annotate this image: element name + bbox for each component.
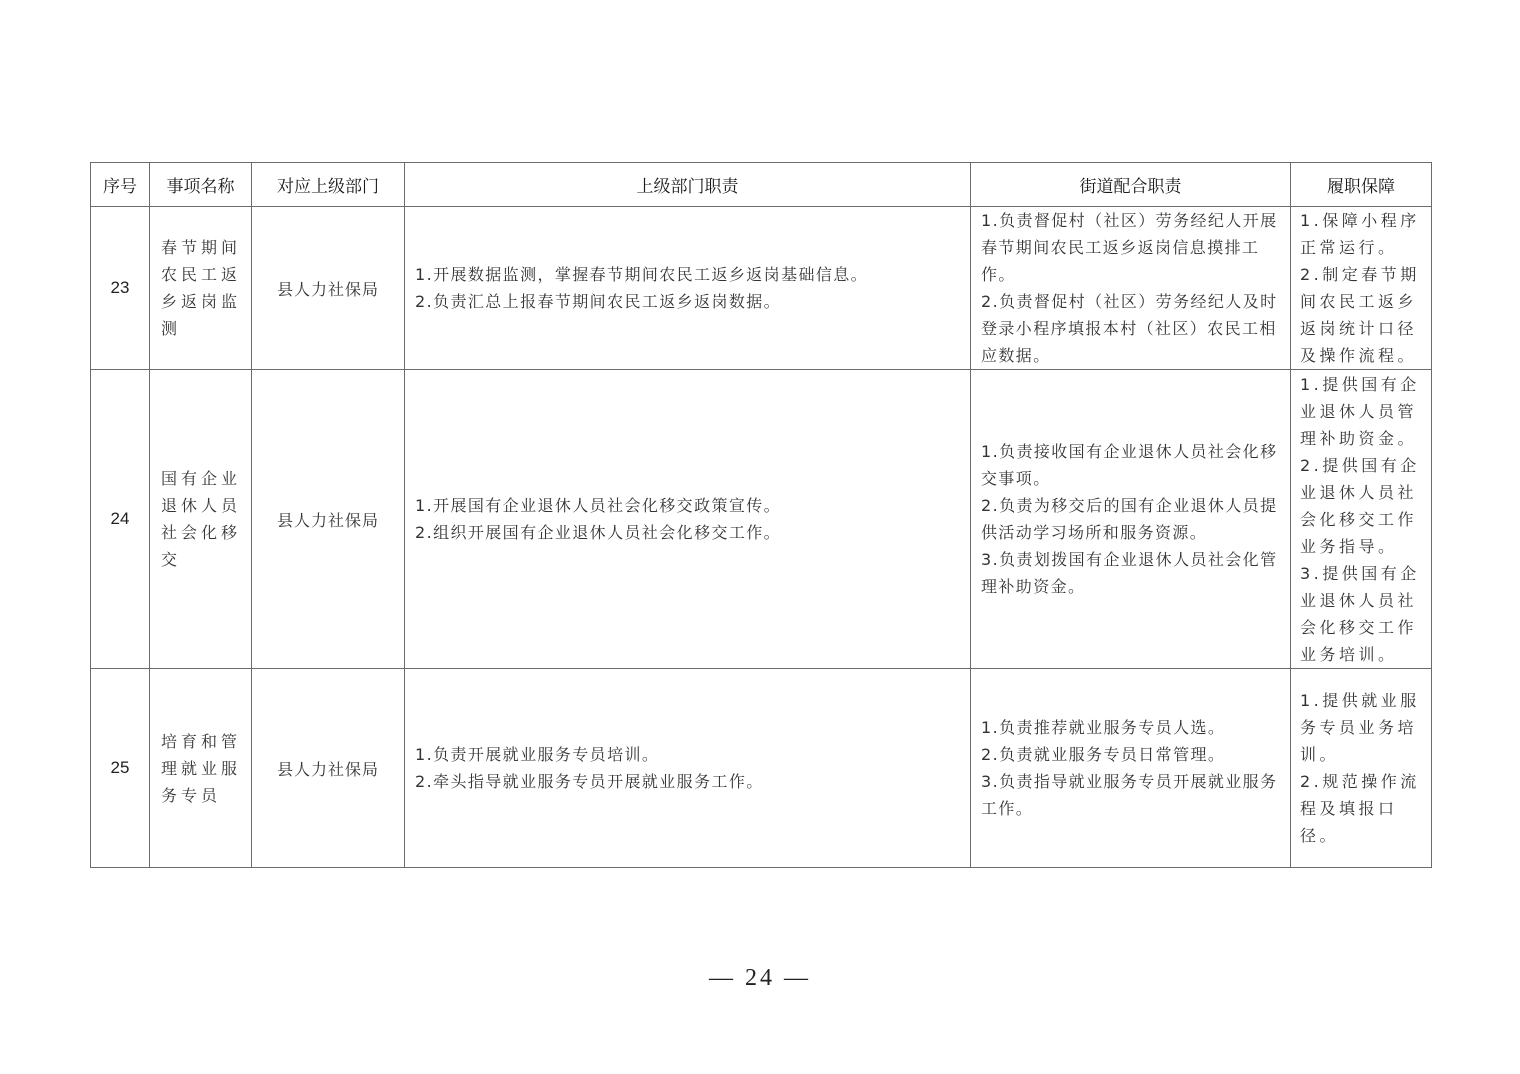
table-row xyxy=(91,370,1432,669)
street-duty-item: 3.负责指导就业服务专员开展就业服务工作。 xyxy=(981,772,1278,818)
upper-duties xyxy=(405,207,971,370)
row-number: 23 xyxy=(91,207,150,370)
table-row xyxy=(91,207,1432,370)
row-number: 24 xyxy=(91,370,150,669)
street-duties xyxy=(971,207,1291,370)
upper-duty-item: 1.开展数据监测，掌握春节期间农民工返乡返岗基础信息。 xyxy=(415,265,869,284)
upper-duty-item: 2.牵头指导就业服务专员开展就业服务工作。 xyxy=(415,772,764,791)
row-number: 25 xyxy=(91,669,150,868)
upper-duty-item: 2.组织开展国有企业退休人员社会化移交工作。 xyxy=(415,523,782,542)
upper-duty-item: 2.负责汇总上报春节期间农民工返乡返岗数据。 xyxy=(415,292,782,311)
guarantee-item: 3.提供国有企业退休人员社会化移交工作业务培训。 xyxy=(1300,563,1420,664)
header-name: 事项名称 xyxy=(150,163,252,207)
guarantees xyxy=(1291,669,1432,868)
department: 县人力社保局 xyxy=(252,207,405,370)
item-name: 国有企业退休人员社会化移交 xyxy=(150,370,252,669)
street-duties xyxy=(971,370,1291,669)
header-upper-duty: 上级部门职责 xyxy=(405,163,971,207)
guarantee-item: 1.提供就业服务专员业务培训。 xyxy=(1300,691,1420,764)
guarantees xyxy=(1291,207,1432,370)
guarantee-item: 2.规范操作流程及填报口径。 xyxy=(1300,772,1420,845)
page-number: — 24 — xyxy=(709,965,811,991)
table-body xyxy=(91,207,1432,868)
duty-table xyxy=(90,162,1432,868)
guarantees xyxy=(1291,370,1432,669)
guarantee-item: 2.制定春节期间农民工返乡返岗统计口径及操作流程。 xyxy=(1300,265,1420,365)
item-name: 培育和管理就业服务专员 xyxy=(150,669,252,868)
street-duty-item: 2.负责就业服务专员日常管理。 xyxy=(981,745,1226,764)
upper-duty-item: 1.开展国有企业退休人员社会化移交政策宣传。 xyxy=(415,496,782,515)
upper-duties xyxy=(405,370,971,669)
guarantee-item: 1.保障小程序正常运行。 xyxy=(1300,211,1420,257)
street-duty-item: 3.负责划拨国有企业退休人员社会化管理补助资金。 xyxy=(981,550,1278,596)
header-no: 序号 xyxy=(91,163,150,207)
street-duty-item: 1.负责督促村（社区）劳务经纪人开展春节期间农民工返乡返岗信息摸排工作。 xyxy=(981,211,1278,284)
header-row xyxy=(91,163,1432,207)
guarantee-item: 1.提供国有企业退休人员管理补助资金。 xyxy=(1300,374,1420,448)
street-duty-item: 2.负责督促村（社区）劳务经纪人及时登录小程序填报本村（社区）农民工相应数据。 xyxy=(981,292,1278,365)
header-guarantee: 履职保障 xyxy=(1291,163,1432,207)
header-street-duty: 街道配合职责 xyxy=(971,163,1291,207)
department: 县人力社保局 xyxy=(252,669,405,868)
table-row xyxy=(91,669,1432,868)
header-dept: 对应上级部门 xyxy=(252,163,405,207)
department: 县人力社保局 xyxy=(252,370,405,669)
upper-duty-item: 1.负责开展就业服务专员培训。 xyxy=(415,745,660,764)
upper-duties xyxy=(405,669,971,868)
item-name: 春节期间农民工返乡返岗监测 xyxy=(150,207,252,370)
guarantee-item: 2.提供国有企业退休人员社会化移交工作业务指导。 xyxy=(1300,455,1420,556)
table-header xyxy=(91,163,1432,207)
street-duty-item: 2.负责为移交后的国有企业退休人员提供活动学习场所和服务资源。 xyxy=(981,496,1278,542)
street-duties xyxy=(971,669,1291,868)
street-duty-item: 1.负责接收国有企业退休人员社会化移交事项。 xyxy=(981,442,1278,488)
street-duty-item: 1.负责推荐就业服务专员人选。 xyxy=(981,718,1226,737)
